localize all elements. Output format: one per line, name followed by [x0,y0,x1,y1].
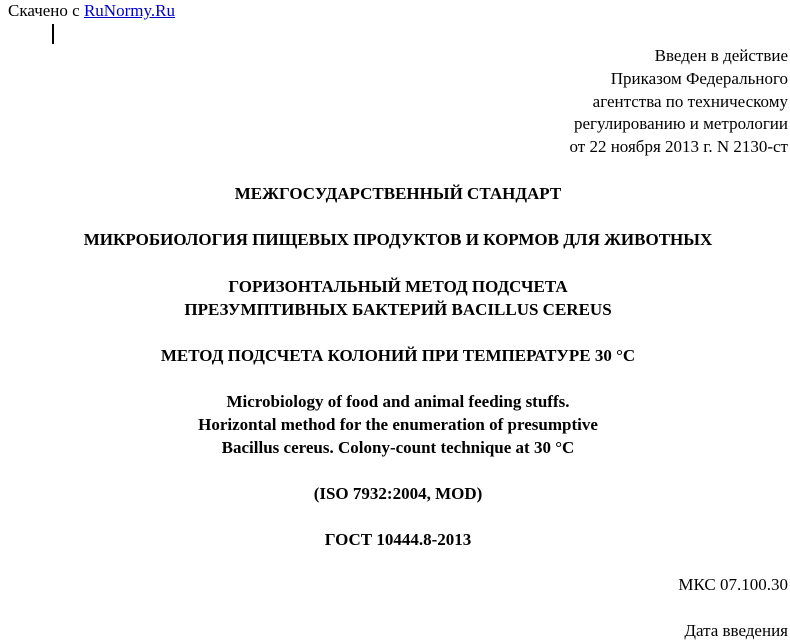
source-link[interactable]: RuNormy.Ru [83,1,175,20]
standard-subject: МИКРОБИОЛОГИЯ ПИЩЕВЫХ ПРОДУКТОВ И КОРМОВ ДЛЯ ЖИВОТНЫХ [83,230,713,249]
iso-reference: (ISO 7932:2004, MOD) [313,484,483,503]
method-title [0,275,790,321]
english-title [0,390,790,459]
approval-line: Введен в действие [654,46,788,65]
english-title-line: Microbiology of food and animal feeding stuffs. [226,392,570,411]
intro-date-label: Дата введения [684,621,788,640]
method-title-line: ГОРИЗОНТАЛЬНЫЙ МЕТОД ПОДСЧЕТА [228,277,568,296]
approval-line: агентства по техническому [592,91,788,111]
source-prefix: Скачено с [8,1,84,20]
text-cursor [52,24,54,44]
source-line [8,1,175,21]
gost-number: ГОСТ 10444.8-2013 [324,530,472,549]
standard-category: МЕЖГОСУДАРСТВЕННЫЙ СТАНДАРТ [234,184,562,203]
approval-line: регулированию и метрологии [573,114,788,134]
approval-block [388,45,788,159]
approval-line: Приказом Федерального [610,68,788,88]
mks-code: МКС 07.100.30 [678,575,788,594]
approval-line: от 22 ноября 2013 г. N 2130-ст [569,137,788,157]
technique-title: МЕТОД ПОДСЧЕТА КОЛОНИЙ ПРИ ТЕМПЕРАТУРЕ 30 °С [160,346,636,365]
english-title-line: Horizontal method for the enumeration of presumptive [198,415,598,434]
method-title-line: ПРЕЗУМПТИВНЫХ БАКТЕРИЙ BACILLUS CEREUS [184,300,612,319]
english-title-line: Bacillus cereus. Colony-count technique at 30 °C [221,438,575,457]
